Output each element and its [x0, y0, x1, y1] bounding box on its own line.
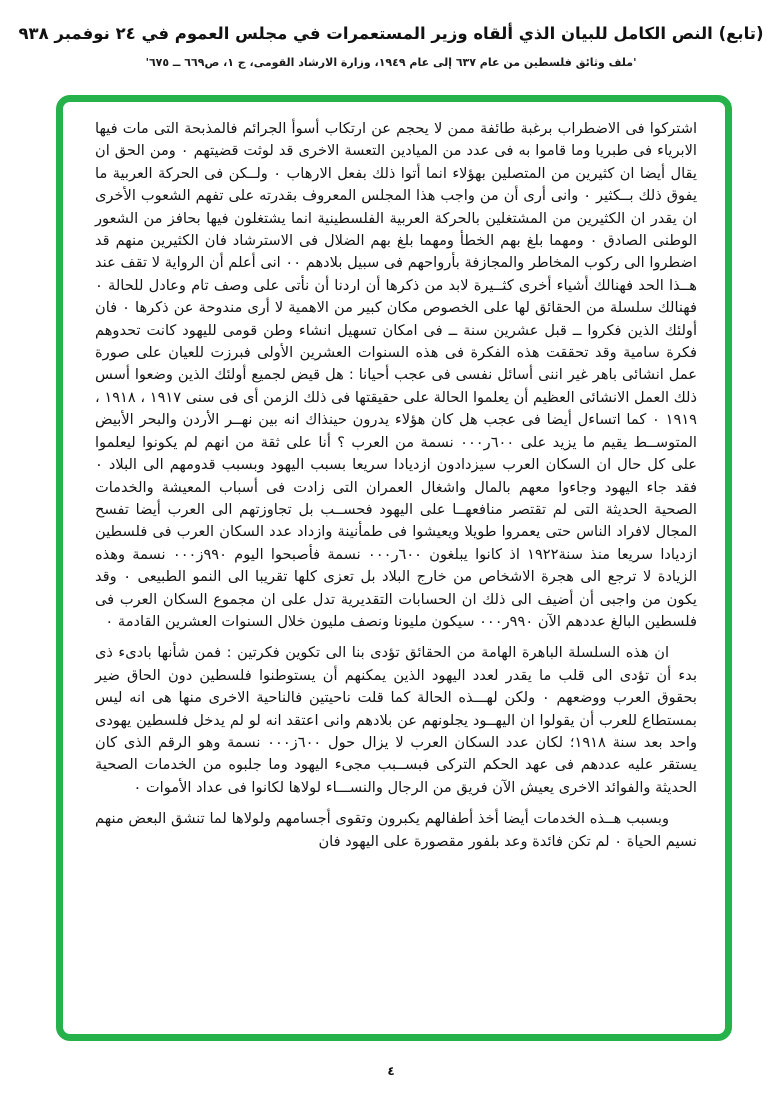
- paragraph-1: اشتركوا فى الاضطراب برغبة طائفة ممن لا يحجم عن ارتكاب أسوأ الجرائم فالمذبحة التى مات فيها الابرياء فى طبريا وما قاموا به فى عدد من الميادين التعسة الاخرى قد لوثت قضيتهم ۰ ومن الحق ان يقال أيضا ان كثيرين من المتصلين بهؤلاء انما أتوا ذلك بفعل الارهاب ۰ ولــكن فى الحركة العربية ما يفوق ذلك بــكثير ۰ وانى أرى أن من واجب هذا المجلس المعروف بقدرته على تفهم الشعوب الأخرى ان يقدر ان الكثيرين من المشتغلين بالحركة العربية الفلسطينية انما يشتغلون فيها بحافز من الشعور الوطنى الصادق ۰ ومهما بلغ بهم الخطأ ومهما بلغ بهم الضلال فى الاسترشاد فان الكثيرين منهم قد اضطروا الى ركوب المخاطر والمجازفة بأرواحهم فى سبيل بلادهم ۰۰ انى أعلم أن الرواية لا تقف عند هــذا الحد فهنالك أشياء أخرى كثــيرة لابد من ذكرها أن اردنا أن نأتى على وصف تام وعادل للحالة ۰ فهنالك سلسلة من الحقائق لها على الخصوص مكان كبير من الاهمية لا أرى مندوحة عن ذكرها ۰ فان أولئك الذين فكروا ــ قبل عشرين سنة ــ فى امكان تسهيل انشاء وطن قومى لليهود كانت تحدوهم فكرة سامية وقد تحققت هذه الفكرة فى هذه السنوات العشرين الأولى فبرزت للعيان على صورة عمل انشائى باهر غير اننى أسائل نفسى فى عجب أحيانا : هل قيض لجميع أولئك الذين وضعوا أسس ذلك العمل الانشائى العظيم أن يعلموا الحالة على حقيقتها فى ذلك الزمن أى فى سنى ١٩١٧ ، ١٩١٨ ، ١٩١٩ ۰ كما اتساءل أيضا فى عجب هل كان هؤلاء يدرون حينذاك انه بين نهــر الأردن والبحر الأبيض المتوســط يقيم ما يزيد على ٦٠٠ر٠٠٠ نسمة من العرب ؟ أنا على ثقة من انهم لم يكونوا ليعلموا على كل حال ان السكان العرب سيزدادون ازديادا سريعا بسبب اليهود وبسبب قدومهم الى البلاد ۰ فقد جاء اليهود وجاءوا معهم بالمال واشغال العمران التى زادت فى أسباب المعيشة والخدمات الصحية الحديثة التى لم تقتصر منافعهــا على اليهود فحســب بل تجاوزتهم الى العرب أيضا تفسح المجال لافراد الناس حتى يعمروا طويلا ويعيشوا فى طمأنينة وازداد عدد السكان العرب فى فلسطين ازديادا سريعا منذ سنة١٩٢٢ اذ كانوا يبلغون ٦٠٠ر٠٠٠ نسمة فأصبحوا اليوم ٩٩٠ز٠٠٠ نسمة وهذه الزيادة لا ترجع الى هجرة الاشخاص من خارج البلاد بل تعزى كلها تقريبا الى النمو الطبيعى ۰ وقد يكون من واجبى أن أضيف الى ذلك ان الحسابات التقديرية تدل على ان مجموع السكان العرب فى فلسطين البالغ عددهم الآن ٩٩٠ر٠٠٠ سيكون مليونا ونصف مليون خلال السنوات العشرين القادمة ۰: [95, 120, 698, 630]
- page-number: ٤: [387, 1064, 395, 1078]
- document-text-block: [95, 118, 697, 862]
- page-title: (تابع) النص الكامل للبيان الذي ألقاه وزير المستعمرات في مجلس العموم في ٢٤ نوفمبر ٩٣٨: [18, 24, 764, 43]
- paragraph-2: ان هذه السلسلة الباهرة الهامة من الحقائق تؤدى بنا الى تكوين فكرتين : فمن شأنها بادىء ذى بدء أن تؤدى الى قلب ما يقدر لعدد اليهود الذين يمكنهم أن يستوطنوا فلسطين دون الحاق ضير بحقوق العرب ووضعهم ۰ ولكن لهـــذه الحالة كما قلت ناحيتين فالناحية الاخرى منها هى انه ليس بمستطاع للعرب أن يقولوا ان اليهــود يجلونهم عن بلادهم وانى اعتقد انه لو لم يدخل فلسطين يهودى واحد بعد سنة ١٩١٨؛ لكان عدد السكان العرب لا يزال حول ٦٠٠ز٠٠٠ نسمة وهو الرقم الذى كان يستقر عليه عددهم فى عهد الحكم التركى فبســبب مجىء اليهود وما جلبوه من الخدمات الصحية الحديثة والفوائد الاخرى يعيش الآن فريق من الرجال والنســـاء لولاها لكانوا فى عداد الأموات ۰: [95, 644, 698, 796]
- green-highlight-frame: [56, 95, 732, 1041]
- paragraph-3: وبسبب هــذه الخدمات أيضا أخذ أطفالهم يكبرون وتقوى أجسامهم ولولاها لما تنشق البعض منهم نسيم الحياة ۰ لم تكن فائدة وعد بلفور مقصورة على اليهود فان: [95, 810, 697, 850]
- source-citation-line: 'ملف وثائق فلسطين من عام ٦٣٧ إلى عام ١٩٤٩، وزارة الارشاد القومى، ج ١، ص٦٦٩ ــ ٦٧٥': [145, 56, 637, 69]
